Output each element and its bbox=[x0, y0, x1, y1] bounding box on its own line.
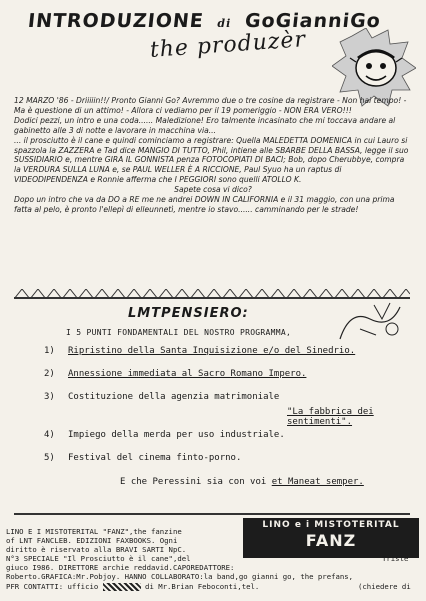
intro-text bbox=[14, 96, 412, 215]
intro-paragraph: Sapete cosa vi dico? bbox=[174, 185, 252, 195]
colophon-line: N°3 SPECIALE "Il Prosciutto è il cane",del Triste bbox=[6, 554, 409, 564]
program-title: LMTPENSIERO: bbox=[128, 306, 249, 321]
title-gogiannigo: GoGianniGo bbox=[243, 10, 382, 32]
scribble-drawing bbox=[330, 299, 410, 345]
program-section bbox=[14, 297, 410, 515]
ufficio-stamp-icon bbox=[103, 583, 141, 591]
logo-line1: LINO e i MISTOTERITAL bbox=[262, 520, 400, 530]
title-introduzione: INTRODUZIONE bbox=[26, 10, 205, 32]
colophon-line: Roberto.GRAFICA:Mr.Pobjoy. HANNO COLLABORATO:la band,go gianni go, the prefans, bbox=[6, 572, 354, 582]
colophon bbox=[6, 527, 418, 597]
intro-paragraph: ... il prosciutto è il cane e quindi cominciamo a registrare: Quella MALEDETTA DOMENICA in cui Lauro si spazzola la ZAZZERA e Tad dice MANGIO DI TUTTO, Phil, intiene alle SBARBE DELLA BASSA, legge il suo SUSSIDIARIO e, mentre GIRA IL GONNISTA penza FOTOCOPIATI DI BACI; Bob, dopo Cherubbye, compra la VERDURA SULLA LUNA e, se PAUL WELLER È A RICCIONE, Paul Syuo ha un raptus di VIDEODIPENDENZA e Ronnie afferma che I PEGGIORI sono quelli ATOLLO K. bbox=[14, 135, 409, 185]
colophon-line: giuco I986. DIRETTORE archie reddavid.CAPOREDATTORE: bbox=[6, 563, 235, 573]
program-item: 5) Festival del cinema finto-porno. bbox=[44, 453, 242, 463]
colophon-line: diritto è riservato alla BRAVI SARTI NpC. bbox=[6, 545, 187, 555]
colophon-line: LINO E I MISTOTERITAL "FANZ",the fanzine bbox=[6, 527, 182, 536]
program-item: 1) Ripristino della Santa Inquisizione e/o del Sinedrio. bbox=[44, 346, 356, 356]
program-item: 4) Impiego della merda per uso industriale. bbox=[44, 430, 285, 440]
intro-paragraph: 12 MARZO '86 - Driiiiin!!/ Pronto Gianni Go? Avremmo due o tre cosine da registrare - Non hai tempo! - Ma è questione di un attimo! - Allora ci vediamo per il 19 pomeriggio - NON ERA VERO!!! bbox=[14, 96, 407, 115]
logo-line2: FANZ bbox=[305, 531, 357, 550]
intro-paragraph: Dodici pezzi, un intro e una coda...... Maledizione! Ero talmente incasinato che mi toccava andare al gabinetto alle 3 di notte e lavorare in macchina via... bbox=[14, 115, 396, 135]
colophon-line: of LNT FANCLEB. EDIZIONI FAXBOOKS. Ogni bbox=[6, 536, 178, 546]
title-di: di bbox=[217, 17, 232, 30]
program-closing: E che Peressini sia con voi et Maneat semper. bbox=[120, 477, 364, 487]
colophon-line: PFR CONTATTI: ufficio di Mr.Brian Feboconti,tel. (chiedere di bbox=[6, 581, 411, 591]
zigzag-border bbox=[14, 289, 410, 299]
page-subtitle: the produzèr bbox=[149, 27, 307, 63]
program-item: 2) Annessione immediata al Sacro Romano Impero. bbox=[44, 369, 307, 379]
intro-paragraph: Dopo un intro che va da DO a RE me ne andrei DOWN IN CALIFORNIA e il 31 maggio, con una prima fatta al pelo, è pronto l'ellepì di elleunnetì, mentre io stavo...... camminando per le strade! bbox=[14, 195, 395, 214]
colophon-triste: Triste bbox=[382, 554, 409, 564]
colophon-chiedere: (chiedere di bbox=[358, 581, 411, 591]
program-item-continuation: "La fabbrica dei sentimenti". bbox=[287, 407, 374, 427]
program-item: 3) Costituzione della agenzia matrimoniale bbox=[44, 392, 280, 402]
program-subtitle: I 5 PUNTI FONDAMENTALI DEL NOSTRO PROGRAMMA, bbox=[66, 328, 292, 337]
